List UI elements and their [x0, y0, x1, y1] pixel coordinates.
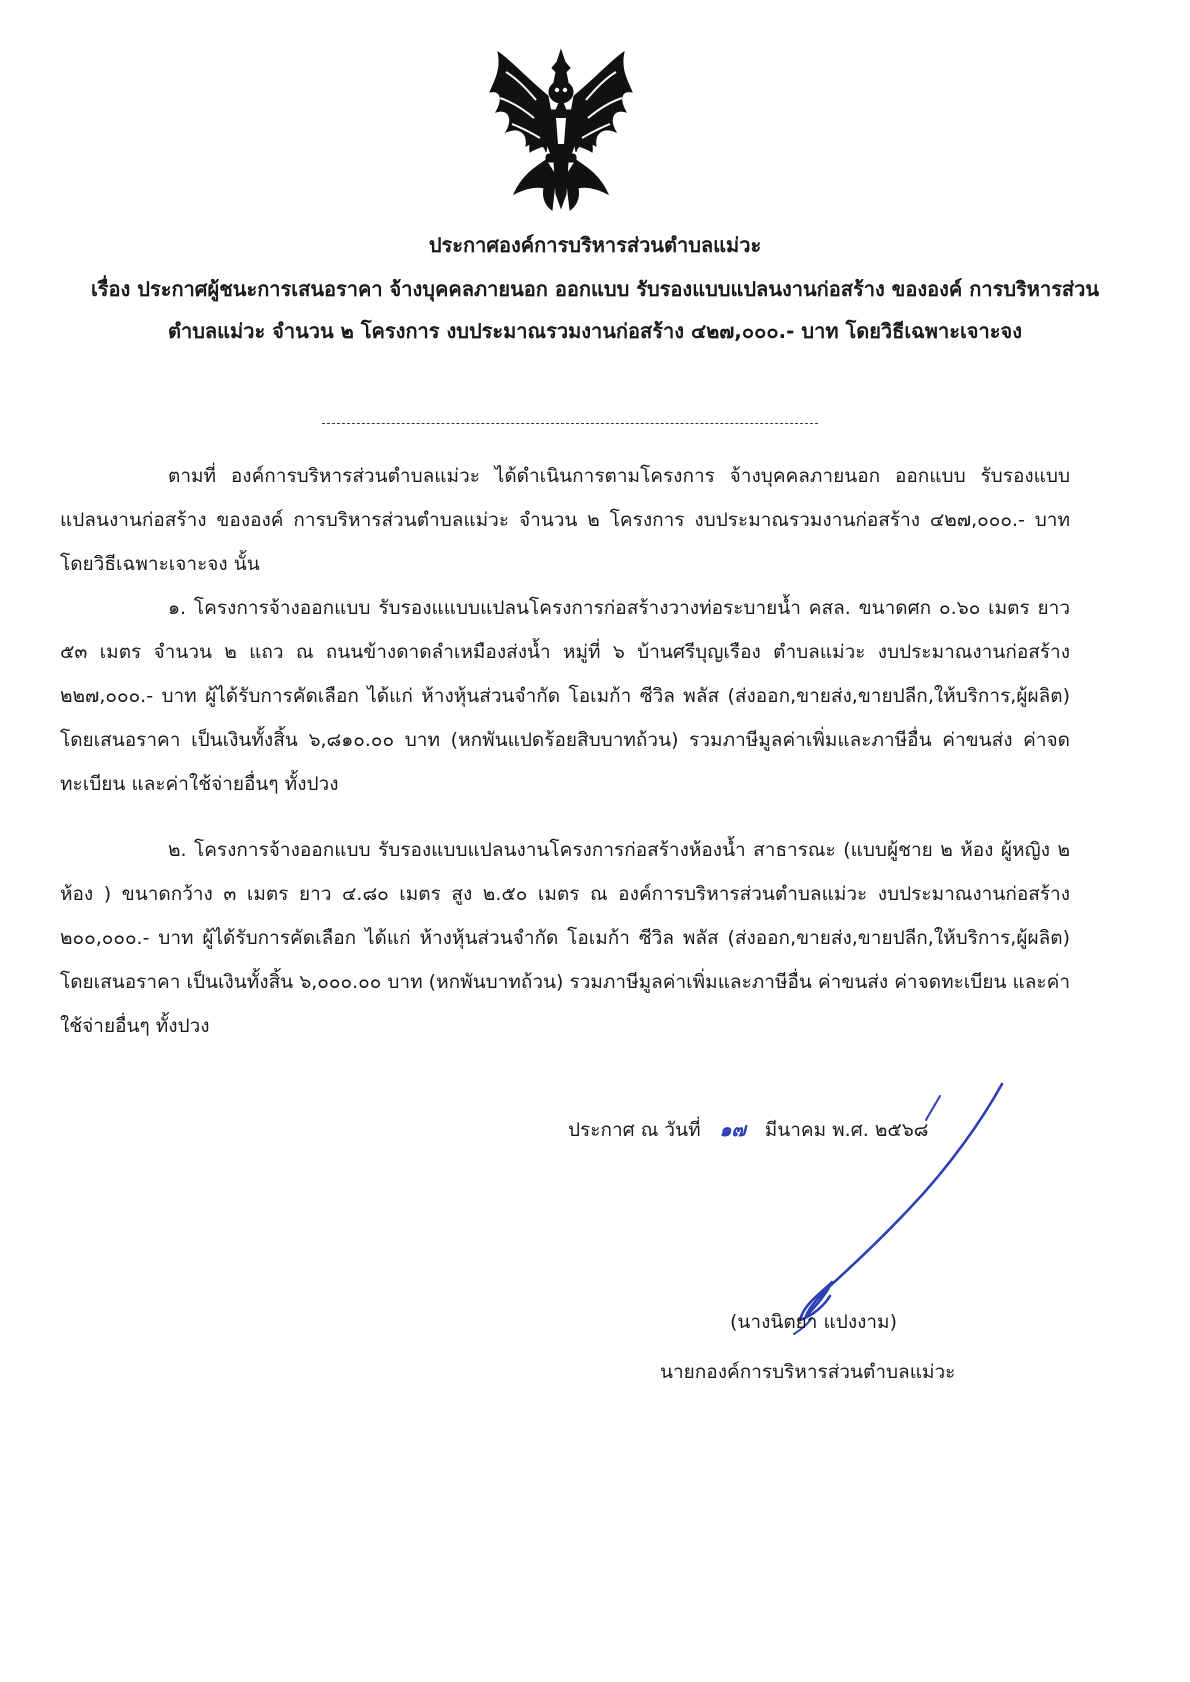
- project-item-2: ๒. โครงการจ้างออกแบบ รับรองแบบแปลนงานโครงการก่อสร้างห้องน้ำ สาธารณะ (แบบผู้ชาย ๒ ห้อง ผู้หญิง ๒ ห้อง ) ขนาดกว้าง ๓ เมตร ยาว ๔.๘๐ เมตร สูง ๒.๕๐ เมตร ณ องค์การบริหารส่วนตำบลแม่วะ งบประมาณงานก่อสร้าง ๒๐๐,๐๐๐.- บาท ผู้ได้รับการคัดเลือก ได้แก่ ห้างหุ้นส่วนจำกัด โอเมก้า ซีวิล พลัส (ส่งออก,ขายส่ง,ขายปลีก,ให้บริการ,ผู้ผลิต) โดยเสนอราคา เป็นเงินทั้งสิ้น ๖,๐๐๐.๐๐ บาท (หกพันบาทถ้วน) รวมภาษีมูลค่าเพิ่มและภาษีอื่น ค่าขนส่ง ค่าจดทะเบียน และค่าใช้จ่ายอื่นๆ ทั้งปวง: [60, 839, 1070, 1037]
- project-item-1: ๑. โครงการจ้างออกแบบ รับรองแแบบแปลนโครงการก่อสร้างวางท่อระบายน้ำ คสล. ขนาดศก ๐.๖๐ เมตร ยาว ๕๓ เมตร จำนวน ๒ แถว ณ ถนนข้างดาดลำเหมืองส่งน้ำ หมู่ที่ ๖ บ้านศรีบุญเรือง ตำบลแม่วะ งบประมาณงานก่อสร้าง ๒๒๗,๐๐๐.- บาท ผู้ได้รับการคัดเลือก ได้แก่ ห้างหุ้นส่วนจำกัด โอเมก้า ซีวิล พลัส (ส่งออก,ขายส่ง,ขายปลีก,ให้บริการ,ผู้ผลิต) โดยเสนอราคา เป็นเงินทั้งสิ้น ๖,๘๑๐.๐๐ บาท (หกพันแปดร้อยสิบบาทถ้วน) รวมภาษีมูลค่าเพิ่มและภาษีอื่น ค่าขนส่ง ค่าจดทะเบียน และค่าใช้จ่ายอื่นๆ ทั้งปวง: [60, 597, 1070, 795]
- heading-separator: [322, 423, 818, 424]
- signer-title: นายกองค์การบริหารส่วนตำบลแม่วะ: [660, 1361, 956, 1383]
- intro-paragraph: ตามที่ องค์การบริหารส่วนตำบลแม่วะ ได้ดำเนินการตามโครงการ จ้างบุคคลภายนอก ออกแบบ รับรองแบบแปลนงานก่อสร้าง ขององค์ การบริหารส่วนตำบลแม่วะ จำนวน ๒ โครงการ งบประมาณรวมงานก่อสร้าง ๔๒๗,๐๐๐.- บาท โดยวิธีเฉพาะเจาะจง นั้น: [60, 465, 1070, 575]
- garuda-emblem-icon: [486, 48, 636, 213]
- subject-heading: เรื่อง ประกาศผู้ชนะการเสนอราคา จ้างบุคคลภายนอก ออกแบบ รับรองแบบแปลนงานก่อสร้าง ขององค์ การบริหารส่วนตำบลแม่วะ จำนวน ๒ โครงการ งบประมาณรวมงานก่อสร้าง ๔๒๗,๐๐๐.- บาท โดยวิธีเฉพาะเจาะจง: [90, 277, 1100, 343]
- date-prefix: ประกาศ ณ วันที่: [568, 1119, 701, 1141]
- date-month-year: มีนาคม พ.ศ. ๒๕๖๘: [764, 1119, 929, 1141]
- signer-name: (นางนิตยา แปงงาม): [730, 1311, 897, 1333]
- organization-heading: ประกาศองค์การบริหารส่วนตำบลแม่วะ: [428, 233, 762, 257]
- date-day: ๑๗: [719, 1119, 746, 1141]
